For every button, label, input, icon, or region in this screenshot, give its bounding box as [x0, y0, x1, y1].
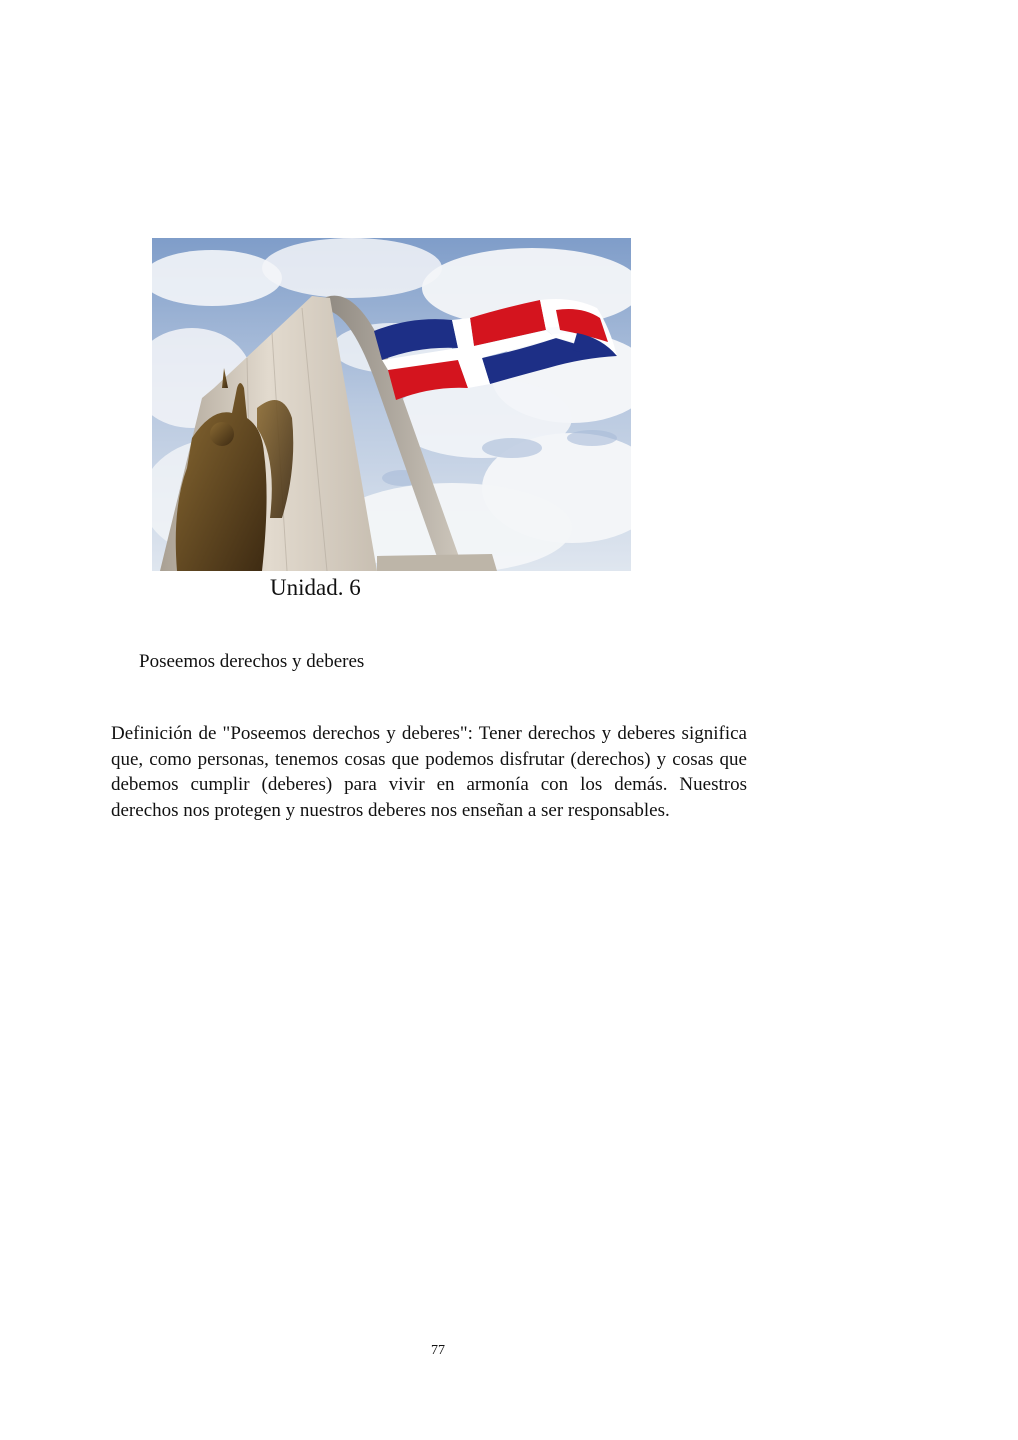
monument-flag-photo — [152, 238, 631, 571]
lesson-subtitle: Poseemos derechos y deberes — [139, 651, 365, 672]
ground-building — [377, 554, 497, 571]
page-number: 77 — [431, 1343, 445, 1358]
unit-title: Unidad. 6 — [270, 575, 361, 600]
monument-flag-illustration — [152, 238, 631, 571]
definition-paragraph: Definición de "Poseemos derechos y deberes": Tener derechos y deberes significa que, como personas, tenemos cosas que podemos disfrutar (derechos) y cosas que debemos cumplir (deberes) para vivir en armonía con los demás. Nuestros derechos nos protegen y nuestros deberes nos enseñan a ser responsables. — [111, 723, 747, 821]
